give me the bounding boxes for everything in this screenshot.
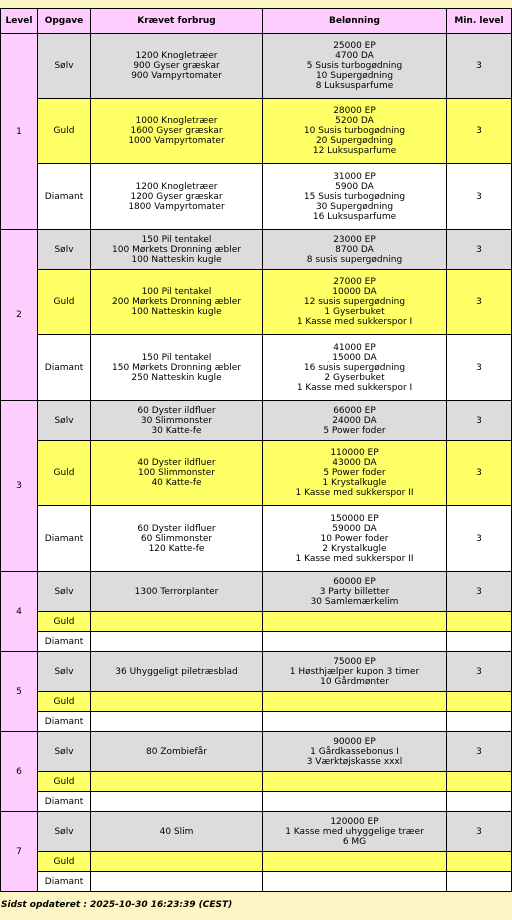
reward-line: 30 Samlemærkelim [310, 596, 399, 607]
reward-line: 2 Krystalkugle [322, 543, 387, 554]
table-row [1, 772, 512, 792]
consumption-line: 900 Gyser græskar [133, 61, 220, 71]
consumption-cell [91, 872, 263, 892]
reward-line: 8 susis supergødning [306, 254, 403, 265]
reward-cell [263, 612, 447, 632]
reward-line: 1 Gyserbuket [324, 307, 385, 317]
reward-line: 66000 EP [333, 405, 376, 416]
reward-cell [263, 792, 447, 812]
min-level-cell [447, 712, 512, 732]
consumption-line: 40 Katte-fe [151, 478, 202, 488]
reward-cell [263, 852, 447, 872]
min-level-cell [447, 872, 512, 892]
level-cell: 1 [1, 34, 38, 230]
reward-cell [263, 872, 447, 892]
reward-cell [263, 632, 447, 652]
consumption-line: 1200 Knogletræer [135, 181, 218, 192]
reward-line: 6 MG [342, 836, 367, 847]
min-level-cell: 3 [447, 441, 512, 506]
reward-line: 10 Gårdmønter [320, 676, 389, 687]
reward-cell [263, 572, 447, 612]
table-row [1, 335, 512, 401]
reward-cell [263, 652, 447, 692]
reward-cell [263, 401, 447, 441]
table-row [1, 632, 512, 652]
consumption-cell [91, 270, 263, 335]
reward-line: 16 Luksusparfume [312, 211, 397, 222]
consumption-line: 60 Dyster ildfluer [137, 523, 216, 534]
consumption-cell [91, 692, 263, 712]
consumption-line: 150 Mørkets Dronning æbler [112, 362, 241, 373]
reward-cell [263, 772, 447, 792]
reward-line: 15 Susis turbogødning [303, 191, 406, 202]
consumption-cell [91, 506, 263, 572]
consumption-line: 1000 Knogletræer [135, 116, 218, 126]
reward-line: 120000 EP [330, 816, 379, 827]
min-level-cell: 3 [447, 572, 512, 612]
min-level-cell: 3 [447, 99, 512, 164]
consumption-cell [91, 99, 263, 164]
reward-line: 1 Høsthjælper kupon 3 timer [289, 666, 420, 677]
table-row [1, 792, 512, 812]
task-cell: Diamant [38, 792, 91, 812]
task-cell: Sølv [38, 230, 91, 270]
task-cell: Sølv [38, 732, 91, 772]
table-row [1, 812, 512, 852]
reward-line: 5 Susis turbogødning [306, 61, 403, 71]
reward-line: 10 Power foder [320, 533, 389, 544]
table-row [1, 34, 512, 99]
reward-cell [263, 230, 447, 270]
consumption-line: 30 Slimmonster [140, 415, 213, 426]
reward-cell [263, 812, 447, 852]
consumption-line: 1600 Gyser græskar [130, 126, 223, 136]
consumption-line: 1300 Terrorplanter [134, 586, 219, 597]
reward-line: 1 Kasse med uhyggelige træer [285, 826, 424, 837]
reward-line: 3 Værktøjskasse xxxl [306, 756, 403, 767]
min-level-cell: 3 [447, 164, 512, 230]
task-cell: Sølv [38, 652, 91, 692]
reward-cell [263, 692, 447, 712]
task-cell: Diamant [38, 712, 91, 732]
reward-line: 2 Gyserbuket [324, 372, 385, 383]
reward-line: 31000 EP [333, 171, 376, 182]
min-level-cell: 3 [447, 506, 512, 572]
table-row [1, 164, 512, 230]
consumption-cell [91, 792, 263, 812]
reward-line: 27000 EP [333, 277, 376, 287]
reward-cell [263, 164, 447, 230]
task-cell: Diamant [38, 335, 91, 401]
consumption-cell [91, 652, 263, 692]
consumption-cell [91, 441, 263, 506]
level-cell: 4 [1, 572, 38, 652]
table-row [1, 99, 512, 164]
consumption-line: 250 Natteskin kugle [131, 372, 222, 383]
level-cell: 3 [1, 401, 38, 572]
consumption-line: 1200 Gyser græskar [130, 191, 223, 202]
min-level-cell: 3 [447, 401, 512, 441]
header-reward: Belønning [263, 9, 447, 34]
reward-line: 75000 EP [333, 656, 376, 667]
consumption-line: 120 Katte-fe [148, 543, 205, 554]
consumption-line: 1200 Knogletræer [135, 51, 218, 61]
reward-line: 10000 DA [332, 287, 377, 297]
reward-cell [263, 34, 447, 99]
consumption-cell [91, 401, 263, 441]
task-cell: Guld [38, 99, 91, 164]
table-row [1, 230, 512, 270]
table-row [1, 732, 512, 772]
table-row [1, 441, 512, 506]
task-cell: Guld [38, 270, 91, 335]
consumption-line: 40 Dyster ildfluer [137, 458, 216, 468]
reward-cell [263, 441, 447, 506]
consumption-cell [91, 230, 263, 270]
consumption-line: 100 Natteskin kugle [131, 307, 222, 317]
task-cell: Diamant [38, 632, 91, 652]
header-task: Opgave [38, 9, 91, 34]
min-level-cell [447, 772, 512, 792]
consumption-cell [91, 772, 263, 792]
table-row [1, 652, 512, 692]
reward-cell [263, 506, 447, 572]
reward-line: 28000 EP [333, 106, 376, 116]
reward-line: 30 Supergødning [315, 201, 394, 212]
reward-line: 1 Krystalkugle [322, 478, 387, 488]
reward-cell [263, 732, 447, 772]
task-cell: Sølv [38, 572, 91, 612]
min-level-cell [447, 612, 512, 632]
reward-line: 90000 EP [333, 736, 376, 747]
header-consumption: Krævet forbrug [91, 9, 263, 34]
reward-line: 5900 DA [335, 181, 374, 192]
table-row [1, 872, 512, 892]
level-cell: 7 [1, 812, 38, 892]
consumption-line: 200 Mørkets Dronning æbler [112, 297, 241, 307]
consumption-line: 100 Mørkets Dronning æbler [112, 244, 241, 255]
reward-line: 8700 DA [335, 244, 374, 255]
consumption-line: 1000 Vampyrtomater [128, 136, 225, 146]
consumption-cell [91, 34, 263, 99]
min-level-cell: 3 [447, 652, 512, 692]
reward-line: 1 Kasse med sukkerspor I [296, 317, 413, 327]
reward-line: 3 Party billetter [319, 586, 390, 597]
min-level-cell: 3 [447, 230, 512, 270]
consumption-line: 60 Slimmonster [140, 533, 213, 544]
reward-line: 16 susis supergødning [303, 362, 406, 373]
table-row [1, 852, 512, 872]
consumption-line: 80 Zombiefår [146, 746, 207, 757]
level-cell: 5 [1, 652, 38, 732]
min-level-cell [447, 792, 512, 812]
consumption-line: 100 Natteskin kugle [131, 254, 222, 265]
min-level-cell: 3 [447, 812, 512, 852]
header-level: Level [1, 9, 38, 34]
consumption-cell [91, 812, 263, 852]
reward-line: 20 Supergødning [315, 136, 394, 146]
reward-line: 1 Kasse med sukkerspor II [295, 488, 414, 498]
rewards-table [0, 8, 512, 892]
table-body [1, 34, 512, 892]
task-cell: Guld [38, 441, 91, 506]
consumption-cell [91, 572, 263, 612]
consumption-cell [91, 712, 263, 732]
reward-line: 15000 DA [332, 352, 377, 363]
task-cell: Guld [38, 692, 91, 712]
consumption-line: 100 Slimmonster [138, 468, 215, 478]
consumption-line: 150 Pil tentakel [141, 234, 212, 245]
task-cell: Sølv [38, 401, 91, 441]
consumption-cell [91, 335, 263, 401]
min-level-cell [447, 692, 512, 712]
reward-line: 43000 DA [332, 458, 377, 468]
reward-line: 59000 DA [332, 523, 377, 534]
consumption-line: 36 Uhyggeligt piletræsblad [115, 666, 238, 677]
table-row [1, 270, 512, 335]
reward-line: 12 susis supergødning [303, 297, 406, 307]
min-level-cell: 3 [447, 732, 512, 772]
task-cell: Diamant [38, 872, 91, 892]
table-row [1, 572, 512, 612]
table-row [1, 401, 512, 441]
table-row [1, 712, 512, 732]
reward-line: 10 Supergødning [315, 71, 394, 81]
table-header-row [1, 9, 512, 34]
level-cell: 6 [1, 732, 38, 812]
consumption-line: 30 Katte-fe [151, 425, 202, 436]
consumption-cell [91, 612, 263, 632]
reward-line: 8 Luksusparfume [315, 81, 394, 91]
reward-line: 12 Luksusparfume [312, 146, 397, 156]
task-cell: Guld [38, 852, 91, 872]
reward-line: 24000 DA [332, 415, 377, 426]
min-level-cell: 3 [447, 335, 512, 401]
reward-line: 110000 EP [330, 448, 379, 458]
reward-cell [263, 712, 447, 732]
reward-line: 41000 EP [333, 342, 376, 353]
min-level-cell: 3 [447, 270, 512, 335]
consumption-line: 150 Pil tentakel [141, 352, 212, 363]
table-row [1, 506, 512, 572]
reward-line: 5 Power foder [323, 468, 386, 478]
reward-line: 25000 EP [333, 41, 376, 51]
reward-line: 23000 EP [333, 234, 376, 245]
reward-cell [263, 335, 447, 401]
consumption-line: 900 Vampyrtomater [131, 71, 222, 81]
consumption-line: 60 Dyster ildfluer [137, 405, 216, 416]
table-row [1, 612, 512, 632]
reward-cell [263, 270, 447, 335]
consumption-cell [91, 164, 263, 230]
reward-line: 1 Kasse med sukkerspor II [295, 553, 414, 564]
table-row [1, 692, 512, 712]
consumption-line: 1800 Vampyrtomater [128, 201, 225, 212]
consumption-line: 100 Pil tentakel [141, 287, 212, 297]
last-updated: Sidst opdateret : 2025-10-30 16:23:39 (CEST) [1, 900, 233, 910]
header-min-level: Min. level [447, 9, 512, 34]
reward-line: 10 Susis turbogødning [303, 126, 406, 136]
reward-line: 1 Gårdkassebonus I [310, 746, 399, 757]
level-cell: 2 [1, 230, 38, 401]
task-cell: Diamant [38, 506, 91, 572]
consumption-cell [91, 632, 263, 652]
task-cell: Sølv [38, 34, 91, 99]
min-level-cell: 3 [447, 34, 512, 99]
task-cell: Guld [38, 772, 91, 792]
reward-line: 1 Kasse med sukkerspor I [296, 382, 413, 393]
consumption-line: 40 Slim [159, 826, 194, 837]
task-cell: Sølv [38, 812, 91, 852]
reward-line: 4700 DA [335, 51, 374, 61]
reward-line: 5200 DA [335, 116, 374, 126]
consumption-cell [91, 732, 263, 772]
min-level-cell [447, 632, 512, 652]
consumption-cell [91, 852, 263, 872]
reward-line: 5 Power foder [323, 425, 386, 436]
task-cell: Diamant [38, 164, 91, 230]
reward-line: 150000 EP [330, 513, 379, 524]
task-cell: Guld [38, 612, 91, 632]
reward-cell [263, 99, 447, 164]
min-level-cell [447, 852, 512, 872]
reward-line: 60000 EP [333, 576, 376, 587]
